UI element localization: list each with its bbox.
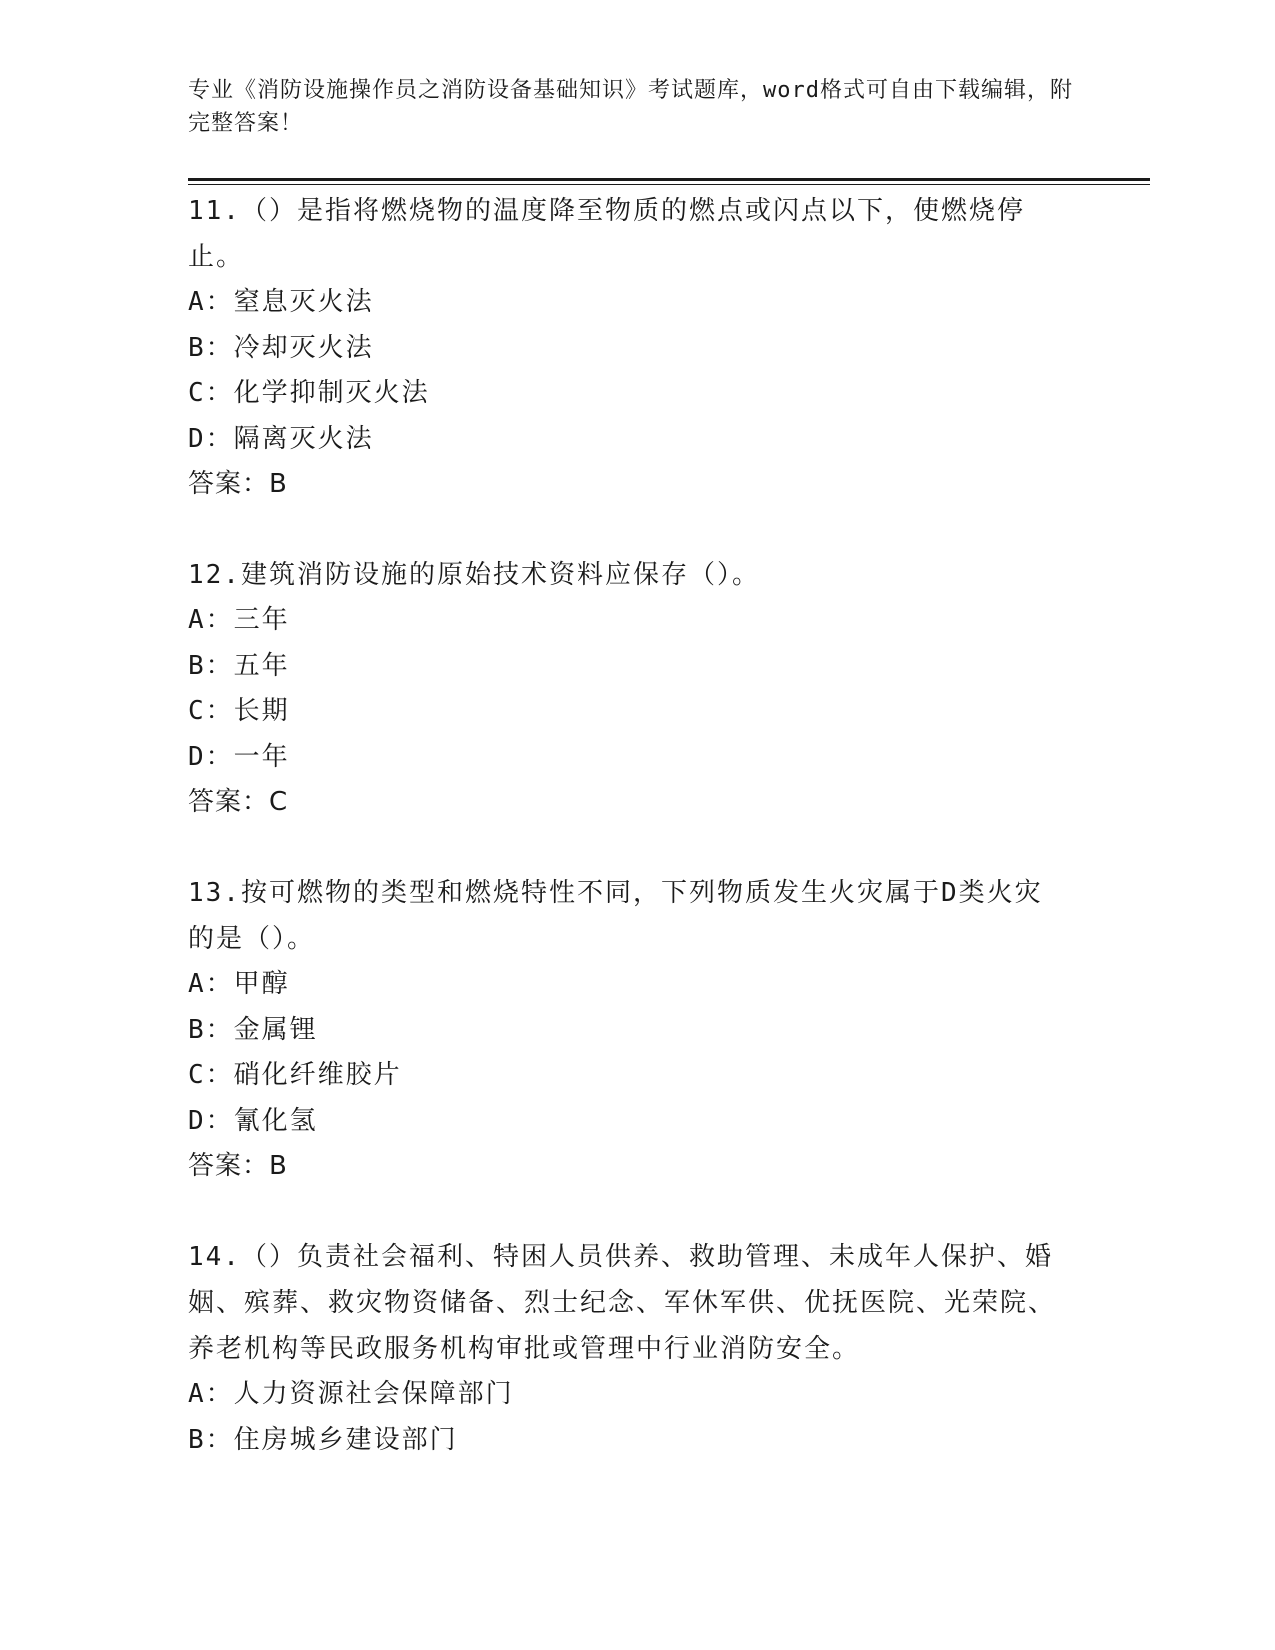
- option-b: B：住房城乡建设部门: [188, 1424, 458, 1455]
- question-11: [188, 188, 1068, 507]
- option-b: B：金属锂: [188, 1014, 318, 1045]
- question-14: [188, 1234, 1068, 1463]
- option-c: C：长期: [188, 696, 290, 726]
- option-b: B：五年: [188, 650, 290, 681]
- option-c: C：化学抑制灭火法: [188, 378, 430, 408]
- answer: 答案：C: [188, 787, 289, 817]
- option-d: D：氰化氢: [188, 1105, 318, 1136]
- option-c: C：硝化纤维胶片: [188, 1060, 402, 1090]
- question-13: [188, 870, 1068, 1189]
- answer: 答案：B: [188, 469, 288, 499]
- document-intro: 专业《消防设施操作员之消防设备基础知识》考试题库，word格式可自由下载编辑，附完整答案！: [188, 78, 1073, 136]
- question-stem: 12.建筑消防设施的原始技术资料应保存（）。: [188, 560, 760, 590]
- option-b: B：冷却灭火法: [188, 332, 374, 363]
- header-divider-thin: [188, 184, 1150, 185]
- option-d: D：一年: [188, 741, 290, 772]
- question-list: [188, 188, 1068, 1463]
- question-spacer: [188, 507, 1068, 552]
- question-stem: 11.（）是指将燃烧物的温度降至物质的燃点或闪点以下，使燃烧停止。: [188, 196, 1025, 272]
- option-a: A：甲醇: [188, 969, 290, 999]
- question-spacer: [188, 825, 1068, 870]
- question-stem: 13.按可燃物的类型和燃烧特性不同，下列物质发生火灾属于D类火灾的是（）。: [188, 878, 1043, 954]
- option-d: D：隔离灭火法: [188, 423, 374, 454]
- question-12: [188, 552, 1068, 825]
- question-stem: 14.（）负责社会福利、特困人员供养、救助管理、未成年人保护、婚姻、殡葬、救灾物资储备、烈士纪念、军休军供、优抚医院、光荣院、养老机构等民政服务机构审批或管理中行业消防安全。: [188, 1242, 1057, 1364]
- option-a: A：人力资源社会保障部门: [188, 1379, 514, 1409]
- header-divider-thick: [188, 178, 1150, 181]
- option-a: A：三年: [188, 605, 290, 635]
- option-a: A：窒息灭火法: [188, 287, 374, 317]
- question-spacer: [188, 1189, 1068, 1234]
- answer: 答案：B: [188, 1151, 288, 1181]
